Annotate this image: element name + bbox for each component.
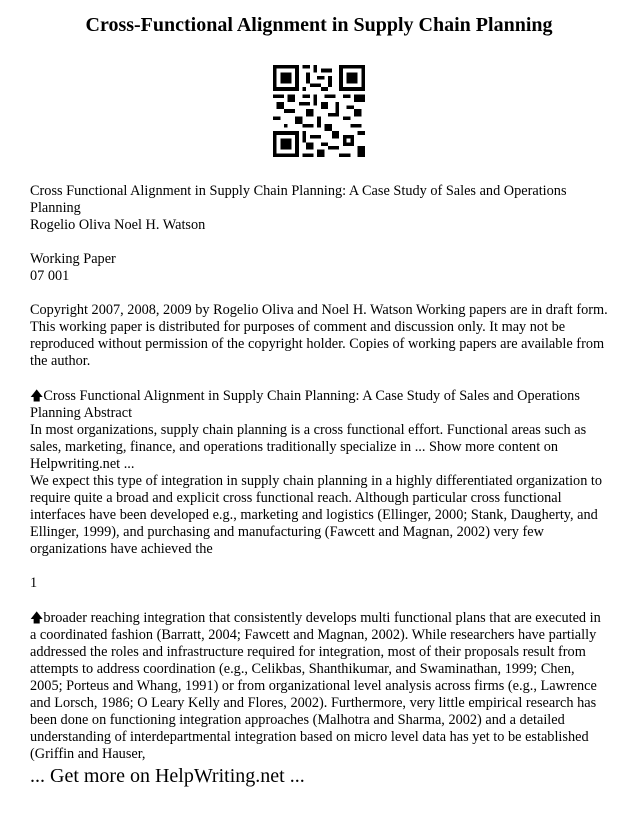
page-title: Cross-Functional Alignment in Supply Chain Planning	[85, 14, 553, 36]
paper-number: 07 001	[30, 268, 70, 284]
copyright-notice: Copyright 2007, 2008, 2009 by Rogelio Oliva and Noel H. Watson Working papers are in draft form. This working paper is distributed for purposes of comment and discussion only. It may not be reproduced without permission of the copyright holder. Copies of working papers are available from the author.	[30, 302, 608, 369]
paragraph-2-block	[30, 609, 610, 763]
document-body	[30, 183, 610, 763]
get-more-link[interactable]: ... Get more on HelpWriting.net ...	[30, 765, 305, 787]
qr-code-icon[interactable]	[273, 65, 365, 157]
paragraph-1: We expect this type of integration in supply chain planning in a highly differentiated organization to require quite a broad and explicit cross functional reach. Although particular cross functional interfaces have been developed e.g., marketing and logistics (Ellinger, 2000; Stank, Daugherty, and Ellinger, 1999), and purchasing and manufacturing (Fawcett and Magnan, 2002) very few organizations have achieved the	[30, 473, 603, 557]
up-arrow-icon: 🡅	[30, 610, 44, 625]
paper-type: Working Paper	[30, 251, 116, 267]
paragraph-2: broader reaching integration that consistently develops multi functional plans that are executed in a coordinated fashion (Barratt, 2004; Fawcett and Magnan, 2002). While researchers have partially addressed the roles and infrastructure required for integration, most of their proposals result from attempts to address coordination (e.g., Celikbas, Shanthikumar, and Swaminathan, 1999; Chen, 2005; Porteus and Whang, 1991) or from organizational level analysis across firms (e.g., Lawrence and Lorsch, 1986; O Leary Kelly and Flores, 2002). Furthermore, very little empirical research has been done on functioning integration approaches (Malhotra and Sharma, 2002) and a detailed understanding of interdepartmental integration based on micro level data has yet to be established (Griffin and Hauser,	[30, 610, 601, 762]
up-arrow-icon: 🡅	[30, 388, 44, 403]
page-number: 1	[30, 575, 38, 591]
document-authors: Rogelio Oliva Noel H. Watson	[30, 217, 206, 233]
document-full-title: Cross Functional Alignment in Supply Chain Planning: A Case Study of Sales and Operations Planning	[30, 183, 567, 216]
abstract-heading-block	[30, 387, 610, 422]
abstract-text: In most organizations, supply chain planning is a cross functional effort. Functional areas such as sales, marketing, finance, and operations traditionally specialize in ... Show more content on Helpwriting.net ...	[30, 422, 587, 472]
abstract-heading: Cross Functional Alignment in Supply Chain Planning: A Case Study of Sales and Operations Planning Abstract	[30, 388, 580, 421]
